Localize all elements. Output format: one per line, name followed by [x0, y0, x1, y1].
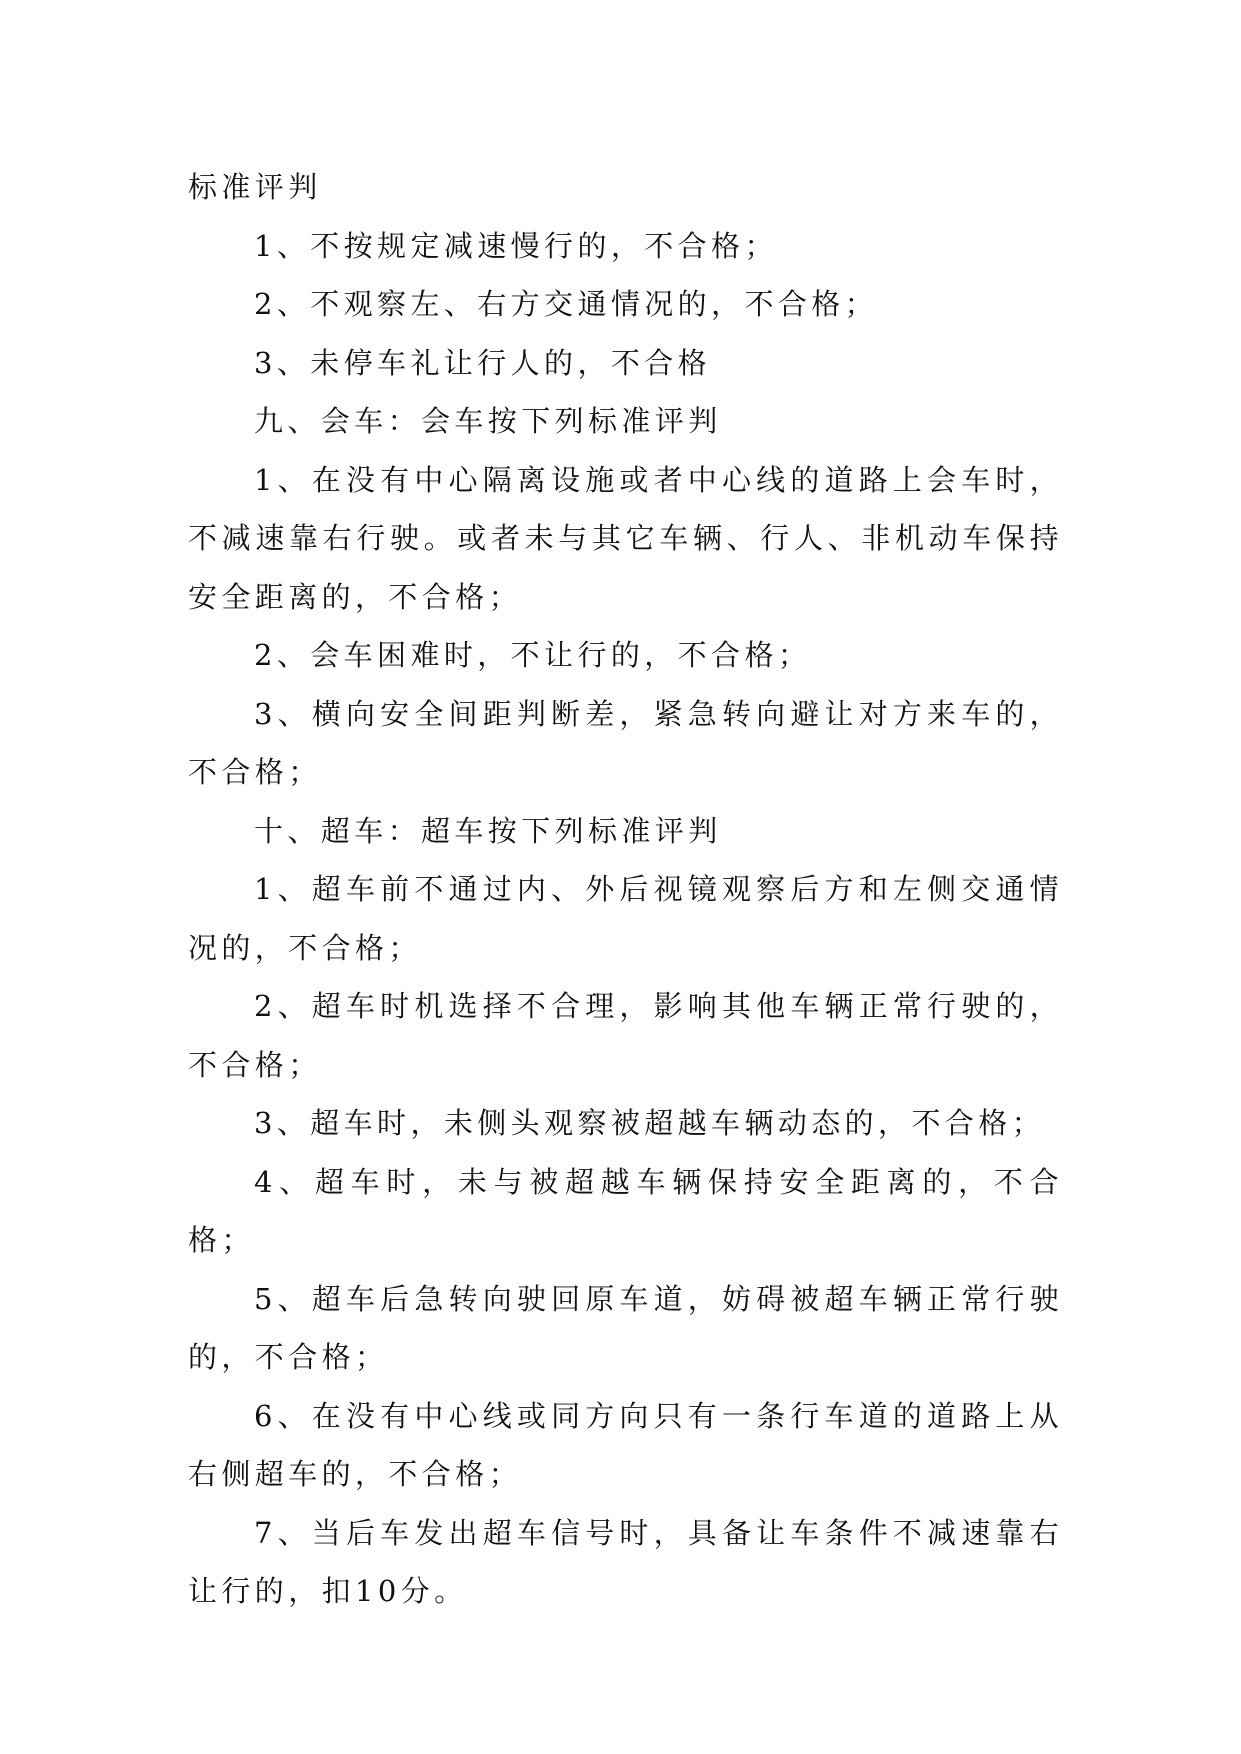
paragraph-14: 5、超车后急转向驶回原车道，妨碍被超车辆正常行驶的，不合格； — [188, 1281, 1063, 1374]
document-body — [188, 158, 1063, 1621]
paragraph-3: 2、不观察左、右方交通情况的，不合格； — [254, 287, 879, 321]
paragraph-7: 2、会车困难时，不让行的，不合格； — [254, 638, 812, 672]
section-heading-meeting: 九、会车：会车按下列标准评判 — [254, 404, 722, 438]
paragraph-8: 3、横向安全间距判断差，紧急转向避让对方来车的，不合格； — [188, 696, 1063, 789]
paragraph-16: 7、当后车发出超车信号时，具备让车条件不减速靠右让行的，扣10分。 — [188, 1515, 1063, 1608]
paragraph-13: 4、超车时，未与被超越车辆保持安全距离的，不合格； — [188, 1164, 1063, 1257]
paragraph-10: 1、超车前不通过内、外后视镜观察后方和左侧交通情况的，不合格； — [188, 872, 1063, 965]
paragraph-4: 3、未停车礼让行人的，不合格 — [254, 345, 712, 380]
paragraph-11: 2、超车时机选择不合理，影响其他车辆正常行驶的，不合格； — [188, 989, 1063, 1082]
section-heading-overtaking: 十、超车：超车按下列标准评判 — [254, 813, 722, 848]
paragraph-2: 1、不按规定减速慢行的，不合格； — [254, 228, 778, 263]
paragraph-6: 1、在没有中心隔离设施或者中心线的道路上会车时，不减速靠右行驶。或者未与其它车辆、行人、非机动车保持安全距离的，不合格； — [188, 462, 1063, 614]
paragraph-1: 标准评判 — [188, 170, 322, 204]
paragraph-12: 3、超车时，未侧头观察被超越车辆动态的，不合格； — [254, 1106, 1046, 1140]
paragraph-15: 6、在没有中心线或同方向只有一条行车道的道路上从右侧超车的，不合格； — [188, 1398, 1063, 1491]
